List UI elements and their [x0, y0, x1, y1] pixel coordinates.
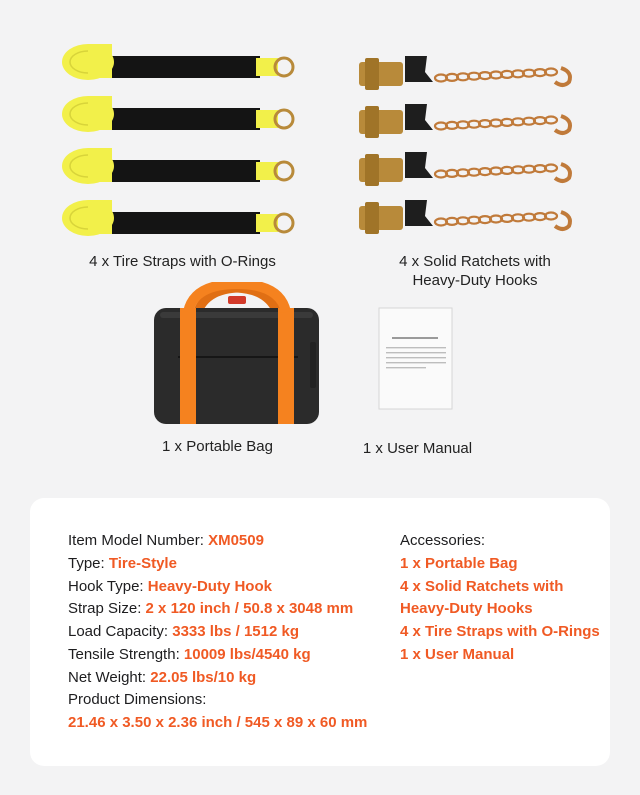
spec-net-weight: Net Weight: 22.05 lbs/10 kg	[68, 669, 257, 686]
ratchet-with-hook	[359, 152, 570, 186]
accessory-manual: 1 x User Manual	[400, 646, 515, 663]
spec-hook-type: Hook Type: Heavy-Duty Hook	[68, 578, 272, 595]
spec-model-number: Item Model Number: XM0509	[68, 532, 264, 549]
tire-strap	[62, 148, 293, 184]
ratchet-with-hook	[359, 104, 570, 138]
spec-load-capacity: Load Capacity: 3333 lbs / 1512 kg	[68, 623, 300, 640]
spec-dimensions-label: Product Dimensions:	[68, 691, 207, 708]
tire-strap	[62, 200, 293, 236]
ratchet-with-hook	[359, 200, 570, 234]
spec-strap-size: Strap Size: 2 x 120 inch / 50.8 x 3048 mm	[68, 600, 354, 617]
accessories-title: Accessories:	[400, 532, 486, 549]
spec-dimensions-value: 21.46 x 3.50 x 2.36 inch / 545 x 89 x 60 mm	[68, 714, 368, 731]
manual-caption: 1 x User Manual	[362, 440, 473, 457]
accessory-ratchets-cont: Heavy-Duty Hooks	[400, 600, 533, 617]
user-manual-image	[378, 307, 454, 411]
spec-type: Type: Tire-Style	[68, 555, 177, 572]
ratchet-with-hook	[359, 56, 570, 90]
accessory-ratchets: 4 x Solid Ratchets with	[400, 578, 564, 595]
tire-strap	[62, 44, 293, 80]
spec-tensile-strength: Tensile Strength: 10009 lbs/4540 kg	[68, 646, 311, 663]
ratchets-caption: 4 x Solid Ratchets with Heavy-Duty Hooks	[399, 253, 551, 289]
accessory-bag: 1 x Portable Bag	[400, 555, 518, 572]
tire-strap	[62, 96, 293, 132]
bag-caption: 1 x Portable Bag	[162, 438, 273, 455]
tire-straps-caption: 4 x Tire Straps with O-Rings	[89, 253, 276, 270]
accessory-tire-straps: 4 x Tire Straps with O-Rings	[400, 623, 600, 640]
ratchets-image	[355, 48, 585, 243]
portable-bag-image	[150, 282, 325, 427]
tire-straps-image	[60, 38, 310, 243]
